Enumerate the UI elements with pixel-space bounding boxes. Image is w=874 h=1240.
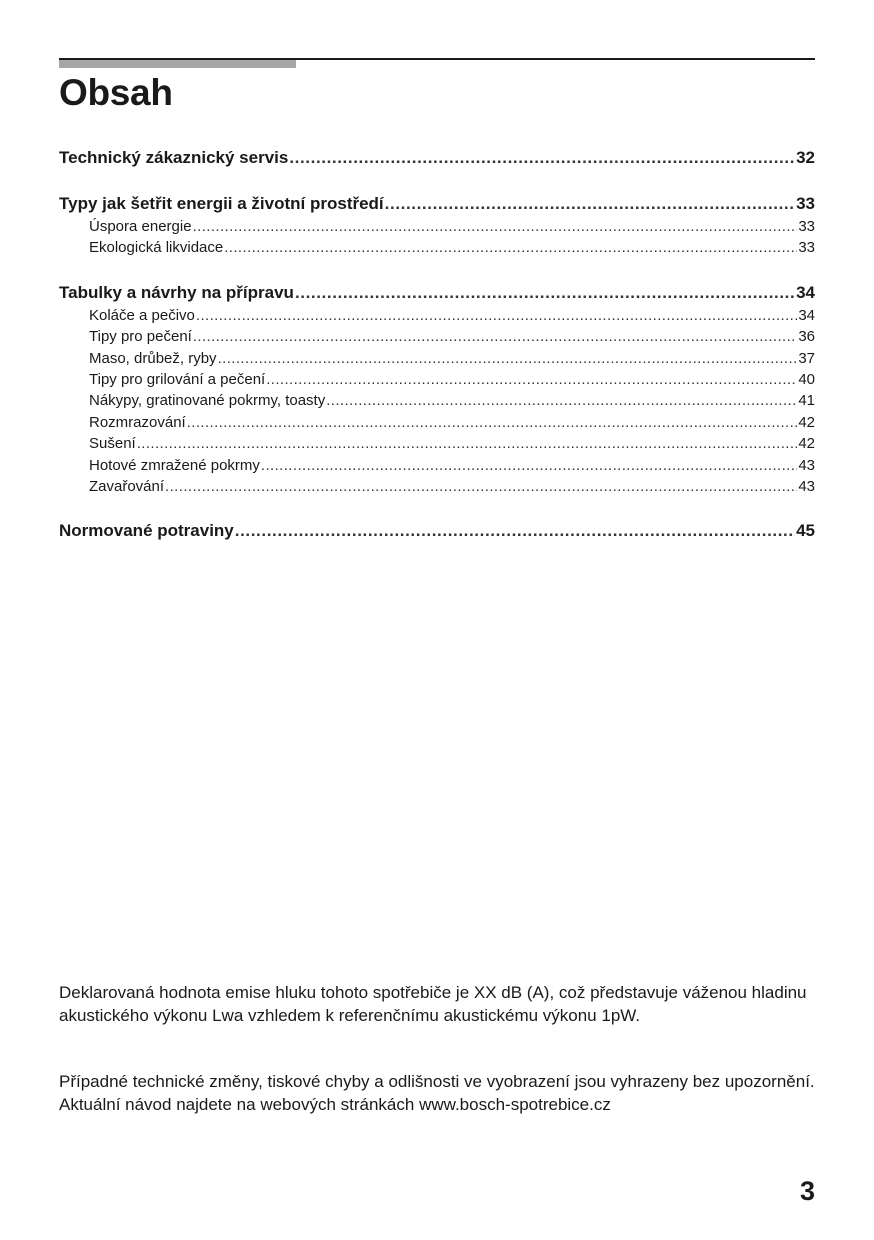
page-title: Obsah	[59, 72, 173, 113]
toc-entry-normovane[interactable]	[59, 521, 815, 545]
toc-subentry[interactable]	[59, 478, 815, 499]
dot-leader	[326, 392, 797, 409]
toc-entry-label: Tabulky a návrhy na přípravu	[59, 282, 294, 302]
table-of-contents	[59, 148, 815, 567]
toc-subentry-label: Zavařování	[89, 477, 165, 495]
toc-entry-page: 32	[796, 148, 815, 167]
dot-leader	[196, 307, 797, 324]
toc-entry-page: 33	[796, 194, 815, 213]
dot-leader	[193, 218, 798, 235]
toc-subentry[interactable]	[59, 414, 815, 435]
toc-subentry-page: 33	[798, 218, 815, 235]
toc-subentry[interactable]	[59, 307, 815, 328]
toc-entry-label: Technický zákaznický servis	[59, 148, 289, 167]
toc-subentry-page: 36	[798, 328, 815, 346]
toc-subentry-page: 42	[798, 413, 815, 431]
toc-subentry[interactable]	[59, 457, 815, 478]
dot-leader	[137, 435, 798, 452]
toc-subentry-label: Maso, drůbež, ryby	[89, 349, 217, 367]
dot-leader	[218, 350, 798, 367]
dot-leader	[266, 371, 797, 388]
toc-section	[59, 148, 815, 172]
dot-leader	[235, 521, 795, 541]
dot-leader	[224, 239, 797, 256]
toc-entry-label: Typy jak šetřit energii a životní prostředí	[59, 194, 384, 213]
toc-subentry[interactable]	[59, 328, 815, 349]
toc-subentry-label: Sušení	[89, 435, 136, 453]
noise-emission-note: Deklarovaná hodnota emise hluku tohoto spotřebiče je XX dB (A), což představuje váženou hladinu akustického výkonu Lwa vzhledem k referenčnímu akustickému výkonu 1pW.	[59, 983, 807, 1025]
dot-leader	[295, 283, 795, 303]
dot-leader	[187, 414, 798, 431]
toc-subentry-page: 43	[798, 456, 815, 474]
toc-subentry-page: 40	[798, 370, 815, 388]
toc-subentry-page: 33	[798, 239, 815, 257]
toc-subentry-page: 41	[798, 392, 815, 410]
toc-subentry-page: 37	[798, 349, 815, 367]
toc-subentry-page: 34	[798, 306, 815, 324]
toc-subentry[interactable]	[59, 239, 815, 260]
toc-subentry[interactable]	[59, 435, 815, 456]
toc-subentry-label: Tipy pro pečení	[89, 328, 192, 346]
dot-leader	[193, 328, 797, 345]
toc-subentry-label: Koláče a pečivo	[89, 306, 195, 324]
toc-entry-typy-energie[interactable]	[59, 194, 815, 218]
toc-subentry[interactable]	[59, 371, 815, 392]
page-number: 3	[799, 1176, 815, 1206]
disclaimer-note: Případné technické změny, tiskové chyby a odlišnosti ve vyobrazení jsou vyhrazeny bez upozornění. Aktuální návod najdete na webových stránkách www.bosch-spotrebice.cz	[59, 1072, 815, 1114]
toc-subentry-page: 42	[798, 435, 815, 453]
toc-section	[59, 194, 815, 261]
toc-subentry-label: Ekologická likvidace	[89, 239, 224, 257]
toc-section	[59, 283, 815, 500]
toc-subentry[interactable]	[59, 350, 815, 371]
toc-subentry-label: Rozmrazování	[89, 413, 186, 431]
toc-entry-page: 34	[796, 282, 815, 302]
toc-subentry-page: 43	[798, 477, 815, 495]
toc-subentry-label: Úspora energie	[89, 218, 192, 235]
dot-leader	[289, 148, 795, 168]
toc-subentry-label: Tipy pro grilování a pečení	[89, 370, 266, 388]
dot-leader	[385, 194, 795, 214]
toc-entry-page: 45	[796, 521, 815, 541]
toc-section	[59, 521, 815, 545]
header-accent-bar	[59, 60, 296, 68]
toc-entry-technicky-servis[interactable]	[59, 148, 815, 172]
dot-leader	[165, 478, 797, 495]
toc-subentry[interactable]	[59, 392, 815, 413]
toc-entry-tabulky[interactable]	[59, 283, 815, 307]
toc-subentry-label: Nákypy, gratinované pokrmy, toasty	[89, 392, 326, 410]
dot-leader	[261, 457, 797, 474]
toc-entry-label: Normované potraviny	[59, 521, 234, 541]
toc-subentry-label: Hotové zmražené pokrmy	[89, 456, 260, 474]
toc-subentry[interactable]	[59, 218, 815, 239]
